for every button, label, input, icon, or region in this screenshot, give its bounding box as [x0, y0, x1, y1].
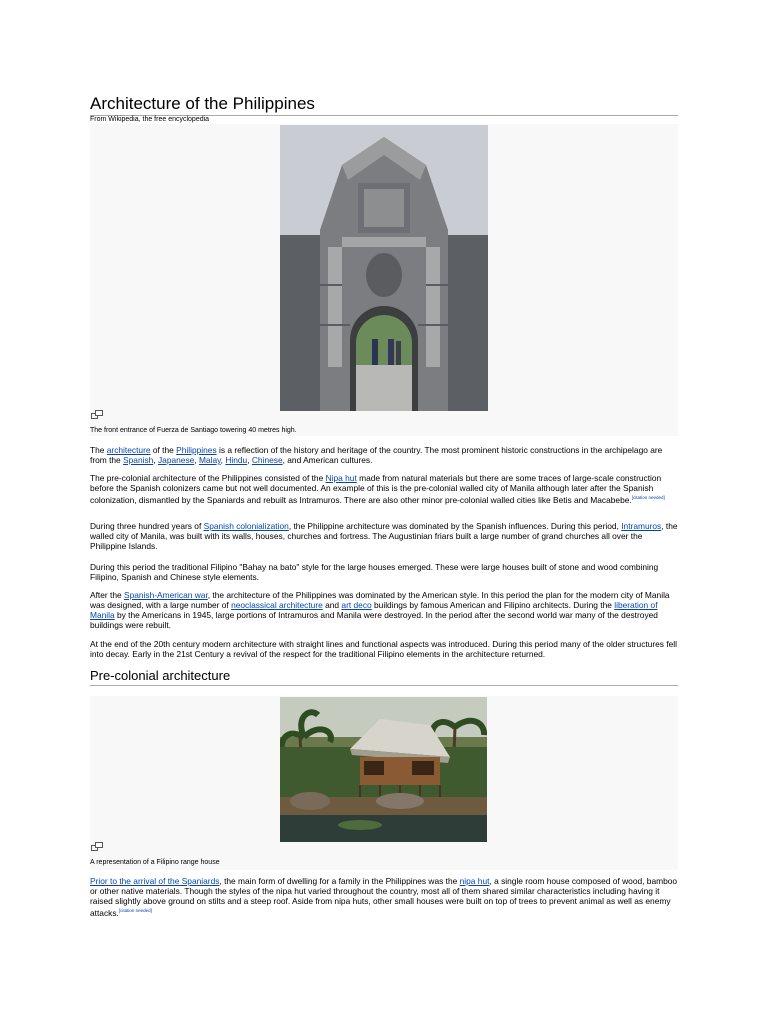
text: During this period the traditional Filipino "Bahay na bato" style for the large houses emerged. These were large houses built of stone and wood combining Filipino, Spanish and Chinese style elements.	[90, 562, 659, 582]
figure-filipino-house	[90, 696, 678, 870]
text: , and American cultures.	[282, 455, 373, 465]
text: , the walled city of Manila, was built with its walls, houses, churches and fortress. The Augustinian friars built a large number of grand churches all over the Philippine Islands.	[90, 521, 678, 551]
link-hindu[interactable]: Hindu	[225, 455, 248, 465]
link-japanese[interactable]: Japanese	[157, 455, 195, 465]
text: , the Philippine architecture was dominated by the Spanish influences. During this period,	[288, 521, 622, 531]
paragraph-pre-colonial-summary	[90, 473, 678, 505]
text: ,	[247, 455, 252, 465]
link-spanish-colonialization[interactable]: Spanish colonialization	[203, 521, 289, 531]
paragraph-nipa-hut	[90, 876, 678, 918]
link-nipa-hut-2[interactable]: nipa hut	[459, 876, 490, 886]
figure1-caption: The front entrance of Fuerza de Santiago towering 40 metres high.	[90, 427, 297, 434]
text: by the Americans in 1945, large portions of Intramuros and Manila were destroyed. In the period after the second world war many of the destroyed buildings were rebuilt.	[90, 610, 658, 630]
text: of the	[150, 445, 177, 455]
citation-needed[interactable]: [citation needed]	[631, 495, 665, 500]
text: After the	[90, 590, 124, 600]
link-philippines[interactable]: Philippines	[176, 445, 217, 455]
link-liberation-of-manila[interactable]: liberation of Manila	[90, 600, 658, 620]
paragraph-spanish-era	[90, 521, 678, 551]
text: , the main form of dwelling for a family in the Philippines was the	[219, 876, 460, 886]
text: buildings by famous American and Filipino architects. During the	[371, 600, 615, 610]
paragraph-bahay-na-bato	[90, 562, 678, 582]
text: The	[90, 445, 107, 455]
fort-santiago-gate-photo[interactable]	[280, 125, 488, 411]
text: and	[322, 600, 342, 610]
link-chinese[interactable]: Chinese	[251, 455, 283, 465]
link-art-deco[interactable]: art deco	[341, 600, 372, 610]
link-intramuros[interactable]: Intramuros	[621, 521, 662, 531]
paragraph-american-era	[90, 590, 678, 630]
section-heading-pre-colonial: Pre-colonial architecture	[90, 667, 678, 686]
text: made from natural materials but there are some traces of large-scale construction before the Spanish colonizers came but not well documented. An example of this is the pre-colonial walled city of Manila although later after the Spanish colonization, dismantled by the Spaniards and rebuilt as Intramuros. There are also other minor pre-colonial walled cities like Betis and Macabebe.	[90, 473, 662, 505]
link-neoclassical-architecture[interactable]: neoclassical architecture	[231, 600, 323, 610]
text: ,	[153, 455, 158, 465]
figure2-caption: A representation of a Filipino range house	[90, 859, 220, 866]
enlarge-icon[interactable]	[91, 410, 103, 419]
page-title: Architecture of the Philippines	[90, 93, 678, 116]
text: The pre-colonial architecture of the Philippines consisted of the	[90, 473, 326, 483]
text: ,	[220, 455, 226, 465]
link-malay[interactable]: Malay	[198, 455, 221, 465]
link-prior-to-arrival-of-spaniards[interactable]: Prior to the arrival of the Spaniards	[90, 876, 220, 886]
link-spanish-american-war[interactable]: Spanish-American war	[123, 590, 208, 600]
figure-fort-santiago	[90, 124, 678, 436]
link-nipa-hut[interactable]: Nipa hut	[325, 473, 357, 483]
text: , the architecture of the Philippines was dominated by the American style. In this period the plan for the modern city of Manila was designed, with a large number of	[90, 590, 670, 610]
from-wikipedia-tagline: From Wikipedia, the free encyclopedia	[90, 116, 210, 123]
text: is a reflection of the history and heritage of the country. The most prominent historic constructions in the archipelago are from the	[90, 445, 663, 465]
paragraph-modern-era	[90, 639, 678, 659]
paragraph-intro	[90, 445, 678, 465]
link-architecture[interactable]: architecture	[106, 445, 151, 455]
link-spanish[interactable]: Spanish	[123, 455, 154, 465]
text: , a single room house composed of wood, bamboo or other native materials. Though the styles of the nipa hut varied throughout the country, most all of them shared similar characteristics including having it raised slightly above ground on stilts and a steep roof. Aside from nipa huts, other small houses were built on top of trees to prevent animal as well as enemy attacks.	[90, 876, 678, 918]
enlarge-icon[interactable]	[91, 842, 103, 851]
citation-needed[interactable]: [citation needed]	[118, 908, 152, 913]
filipino-house-photo[interactable]	[280, 697, 487, 842]
text: At the end of the 20th century modern architecture with straight lines and functional aspects was introduced. During this period many of the older structures fell into decay. Early in the 21st Century a revival of the respect for the traditional Filipino elements in the architecture returned.	[90, 639, 678, 659]
text: During three hundred years of	[90, 521, 204, 531]
text: ,	[194, 455, 199, 465]
